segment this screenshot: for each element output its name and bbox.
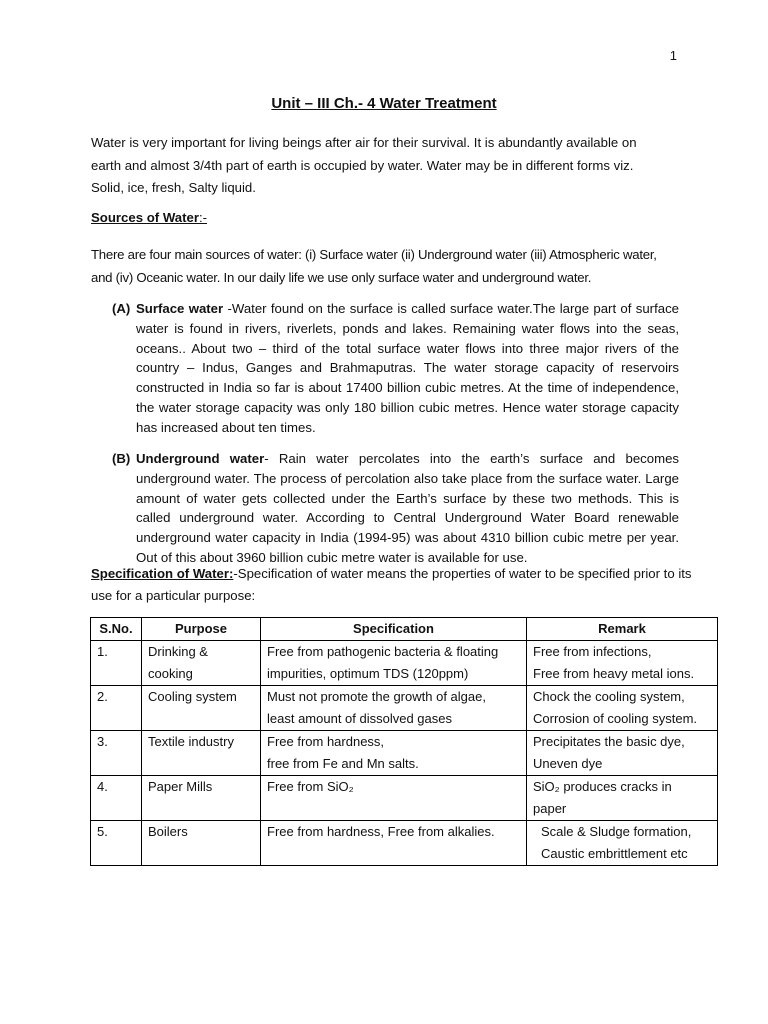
table-row xyxy=(91,686,718,731)
specification-paragraph xyxy=(91,563,692,607)
cell-sno: 1. xyxy=(91,641,142,686)
specification-text: -Specification of water means the properties of water to be specified prior to its xyxy=(233,566,692,581)
column-header-sno: S.No. xyxy=(91,618,142,641)
intro-line: Water is very important for living beings after air for their survival. It is abundantly available on xyxy=(91,135,637,150)
item-text: -Water found on the surface is called surface water.The large part of surface water is found in rivers, riverlets, ponds and lakes. Remaining water flows into the seas, oceans.. About two – third of the total surface water flows into three major rivers of the country – Indus, Ganges and Brahmaputras. The water storage capacity of reservoirs constructed in India so far is about 17400 billion cubic metres. At the time of independence, the water storage capacity was only 180 billion cubic metres. Hence water storage capacity has increased about ten times. xyxy=(136,301,679,435)
cell-line: paper xyxy=(533,801,567,816)
cell-sno: 2. xyxy=(91,686,142,731)
list-marker: (A) xyxy=(112,301,131,316)
cell-line: Free from heavy metal ions. xyxy=(533,666,695,681)
cell-line: Scale & Sludge formation, xyxy=(541,824,692,839)
sources-heading xyxy=(91,210,679,225)
sources-line: and (iv) Oceanic water. In our daily life we use only surface water and underground water. xyxy=(91,269,592,285)
cell-remark xyxy=(527,731,718,776)
cell-line: Textile industry xyxy=(148,734,234,749)
specification-text-line2: use for a particular purpose: xyxy=(91,588,256,603)
specification-table xyxy=(90,617,718,866)
cell-line: Uneven dye xyxy=(533,756,603,771)
cell-line: Free from pathogenic bacteria & floating xyxy=(267,644,499,659)
cell-remark xyxy=(527,776,718,821)
specification-label: Specification of Water: xyxy=(91,566,234,581)
cell-purpose xyxy=(142,731,261,776)
cell-sno: 4. xyxy=(91,776,142,821)
cell-line: Free from SiO₂ xyxy=(267,779,354,794)
cell-line: Drinking & xyxy=(148,644,208,659)
cell-line: impurities, optimum TDS (120ppm) xyxy=(267,666,469,681)
cell-line: SiO₂ produces cracks in xyxy=(533,779,672,794)
cell-purpose xyxy=(142,641,261,686)
cell-specification xyxy=(261,776,527,821)
list-item-body xyxy=(112,299,679,438)
cell-line: Caustic embrittlement etc xyxy=(541,846,688,861)
column-header-specification: Specification xyxy=(261,618,527,641)
cell-line: Cooling system xyxy=(148,689,237,704)
cell-line: Paper Mills xyxy=(148,779,213,794)
sources-heading-text: Sources of Water xyxy=(91,210,199,225)
table-row xyxy=(91,821,718,866)
cell-line: Free from infections, xyxy=(533,644,652,659)
cell-remark xyxy=(527,821,718,866)
cell-line: Boilers xyxy=(148,824,188,839)
intro-line: Solid, ice, fresh, Salty liquid. xyxy=(91,180,256,195)
cell-specification xyxy=(261,686,527,731)
list-marker: (B) xyxy=(112,451,131,466)
cell-line: least amount of dissolved gases xyxy=(267,711,452,726)
column-header-purpose: Purpose xyxy=(142,618,261,641)
cell-line: free from Fe and Mn salts. xyxy=(267,756,419,771)
intro-paragraph xyxy=(91,132,679,200)
cell-specification xyxy=(261,731,527,776)
cell-purpose xyxy=(142,686,261,731)
sources-line: There are four main sources of water: (i) Surface water (ii) Underground water (iii) Atmospheric water, xyxy=(91,247,657,262)
table-row xyxy=(91,641,718,686)
cell-line: cooking xyxy=(148,666,193,681)
sources-paragraph xyxy=(91,244,679,289)
cell-specification xyxy=(261,821,527,866)
cell-line: Corrosion of cooling system. xyxy=(533,711,698,726)
list-item-underground-water xyxy=(112,449,679,568)
page-number: 1 xyxy=(669,48,677,63)
table-row xyxy=(91,776,718,821)
cell-line: Must not promote the growth of algae, xyxy=(267,689,486,704)
cell-purpose xyxy=(142,821,261,866)
cell-line: Free from hardness, Free from alkalies. xyxy=(267,824,495,839)
cell-sno: 3. xyxy=(91,731,142,776)
list-item-body xyxy=(112,449,679,568)
item-term: Surface water xyxy=(136,301,224,316)
item-term: Underground water xyxy=(136,451,265,466)
cell-line: Chock the cooling system, xyxy=(533,689,685,704)
cell-purpose xyxy=(142,776,261,821)
list-item-surface-water xyxy=(112,299,679,438)
table-header-row xyxy=(91,618,718,641)
cell-remark xyxy=(527,641,718,686)
column-header-remark: Remark xyxy=(527,618,718,641)
table-row xyxy=(91,731,718,776)
item-text: - Rain water percolates into the earth’s surface and becomes underground water. The process of percolation also take place from the surface water. Large amount of water gets collected under the Earth’s surface by these two methods. This is called underground water. According to Central Underground Water Board renewable underground water capacity in India (1994-95) was about 4310 billion cubic metre per year. Out of this about 3960 billion cubic metre water is available for use. xyxy=(136,451,679,565)
sources-heading-suffix: :- xyxy=(198,210,208,225)
cell-line: Precipitates the basic dye, xyxy=(533,734,685,749)
intro-line: earth and almost 3/4th part of earth is occupied by water. Water may be in different forms viz. xyxy=(91,157,634,173)
cell-line: Free from hardness, xyxy=(267,734,385,749)
cell-remark xyxy=(527,686,718,731)
cell-specification xyxy=(261,641,527,686)
page-title: Unit – III Ch.- 4 Water Treatment xyxy=(271,95,497,112)
cell-sno: 5. xyxy=(91,821,142,866)
